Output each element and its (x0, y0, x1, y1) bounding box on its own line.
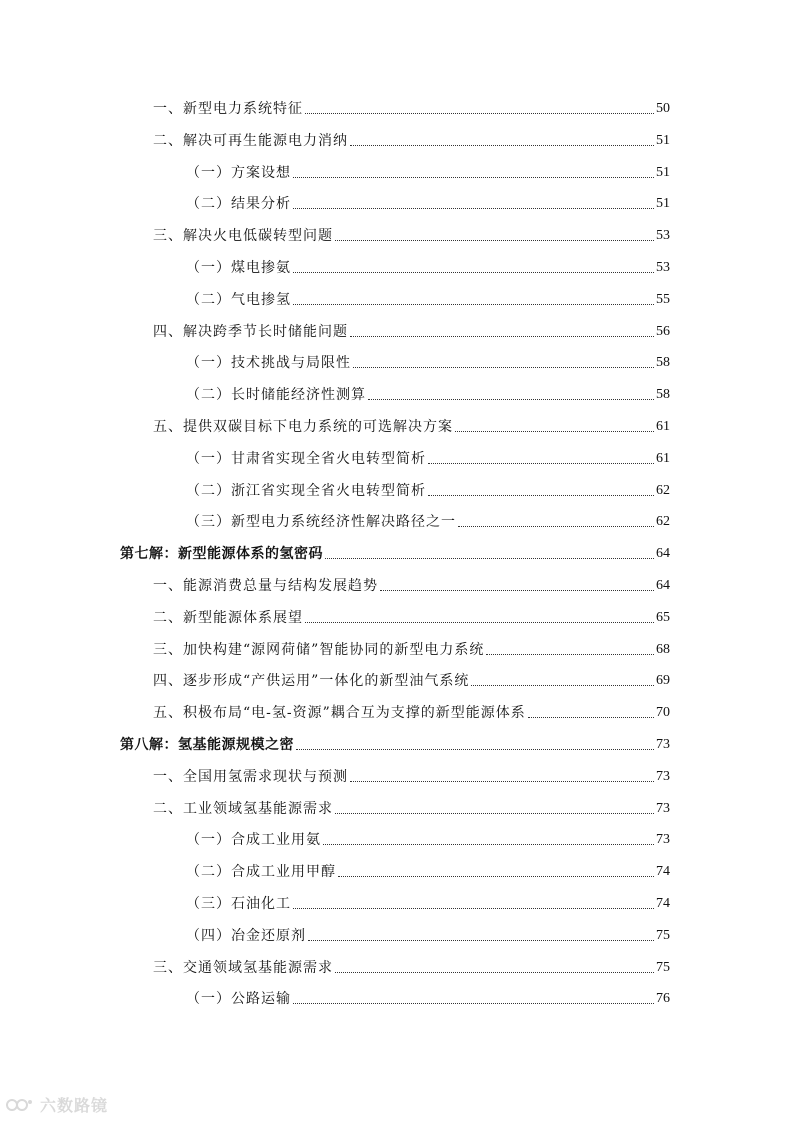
toc-entry-title: 三、加快构建“源网荷储”智能协同的新型电力系统 (153, 642, 485, 658)
toc-entry[interactable] (0, 319, 793, 341)
toc-entry-page: 69 (656, 673, 670, 688)
toc-entry-page: 55 (656, 292, 670, 307)
toc-entry-title: （一）方案设想 (186, 165, 291, 181)
toc-dot-leader (335, 240, 654, 241)
toc-dot-leader (293, 177, 654, 178)
toc-entry-page: 62 (656, 483, 670, 498)
toc-entry[interactable] (0, 255, 793, 277)
toc-entry-page: 51 (656, 196, 670, 211)
toc-entry-title: 一、全国用氢需求现状与预测 (153, 769, 348, 785)
toc-dot-leader (293, 908, 654, 909)
watermark-logo-icon (6, 1096, 34, 1114)
toc-entry-page: 50 (656, 101, 670, 116)
toc-entry[interactable] (0, 446, 793, 468)
toc-entry[interactable] (0, 478, 793, 500)
toc-entry-page: 51 (656, 133, 670, 148)
toc-dot-leader (335, 972, 654, 973)
toc-entry[interactable] (0, 191, 793, 213)
toc-entry-page: 75 (656, 960, 670, 975)
toc-entry-page: 62 (656, 514, 670, 529)
toc-entry-page: 58 (656, 355, 670, 370)
toc-entry-page: 76 (656, 991, 670, 1006)
toc-entry-title: 一、新型电力系统特征 (153, 101, 303, 117)
toc-entry-page: 73 (656, 832, 670, 847)
toc-dot-leader (305, 113, 654, 114)
toc-dot-leader (293, 272, 654, 273)
toc-entry[interactable] (0, 223, 793, 245)
toc-dot-leader (323, 844, 654, 845)
toc-dot-leader (335, 813, 654, 814)
toc-entry-page: 58 (656, 387, 670, 402)
toc-entry-page: 73 (656, 801, 670, 816)
toc-entry-page: 68 (656, 642, 670, 657)
toc-dot-leader (338, 876, 654, 877)
toc-entry-title: 三、交通领域氢基能源需求 (153, 960, 333, 976)
toc-entry[interactable] (0, 382, 793, 404)
toc-dot-leader (325, 558, 654, 559)
watermark (6, 1093, 108, 1116)
toc-entry[interactable] (0, 986, 793, 1008)
toc-chapter-entry[interactable] (0, 732, 793, 754)
toc-dot-leader (471, 685, 654, 686)
toc-dot-leader (350, 145, 654, 146)
toc-entry-title: （一）技术挑战与局限性 (186, 355, 351, 371)
toc-entry[interactable] (0, 287, 793, 309)
toc-entry[interactable] (0, 96, 793, 118)
toc-entry-page: 61 (656, 419, 670, 434)
toc-dot-leader (428, 495, 654, 496)
toc-entry-title: 五、提供双碳目标下电力系统的可选解决方案 (153, 419, 453, 435)
toc-dot-leader (458, 526, 654, 527)
toc-entry[interactable] (0, 414, 793, 436)
toc-dot-leader (528, 717, 654, 718)
toc-entry-title: 二、工业领域氢基能源需求 (153, 801, 333, 817)
toc-dot-leader (353, 367, 654, 368)
toc-entry-title: 二、解决可再生能源电力消纳 (153, 133, 348, 149)
toc-entry-page: 56 (656, 324, 670, 339)
toc-entry-title: 二、新型能源体系展望 (153, 610, 303, 626)
toc-entry-title: （二）结果分析 (186, 196, 291, 212)
toc-entry-page: 74 (656, 864, 670, 879)
toc-entry[interactable] (0, 955, 793, 977)
toc-entry[interactable] (0, 160, 793, 182)
toc-entry[interactable] (0, 827, 793, 849)
toc-entry-title: 三、解决火电低碳转型问题 (153, 228, 333, 244)
toc-entry[interactable] (0, 128, 793, 150)
toc-entry[interactable] (0, 891, 793, 913)
toc-entry[interactable] (0, 796, 793, 818)
toc-entry-page: 64 (656, 546, 670, 561)
toc-dot-leader (305, 622, 654, 623)
toc-entry-title: 一、能源消费总量与结构发展趋势 (153, 578, 378, 594)
toc-entry-page: 74 (656, 896, 670, 911)
toc-entry[interactable] (0, 350, 793, 372)
toc-entry-title: （四）冶金还原剂 (186, 928, 306, 944)
toc-entry-page: 73 (656, 769, 670, 784)
toc-entry[interactable] (0, 573, 793, 595)
toc-dot-leader (350, 336, 654, 337)
toc-entry[interactable] (0, 509, 793, 531)
toc-entry-page: 53 (656, 260, 670, 275)
toc-dot-leader (455, 431, 654, 432)
toc-entry[interactable] (0, 923, 793, 945)
toc-entry-title: （二）合成工业用甲醇 (186, 864, 336, 880)
toc-entry-title: （三）新型电力系统经济性解决路径之一 (186, 514, 456, 530)
toc-dot-leader (428, 463, 654, 464)
toc-entry-title: （一）甘肃省实现全省火电转型简析 (186, 451, 426, 467)
toc-entry[interactable] (0, 764, 793, 786)
toc-entry-page: 65 (656, 610, 670, 625)
toc-entry-page: 53 (656, 228, 670, 243)
toc-dot-leader (293, 304, 654, 305)
toc-entry-title: 第七解：新型能源体系的氢密码 (120, 546, 323, 562)
toc-dot-leader (308, 940, 654, 941)
toc-entry[interactable] (0, 605, 793, 627)
toc-entry-page: 64 (656, 578, 670, 593)
toc-dot-leader (368, 399, 654, 400)
toc-chapter-entry[interactable] (0, 541, 793, 563)
toc-entry-title: 四、逐步形成“产供运用”一体化的新型油气系统 (153, 673, 470, 689)
toc-dot-leader (350, 781, 654, 782)
toc-dot-leader (293, 208, 654, 209)
toc-entry-page: 61 (656, 451, 670, 466)
toc-entry-title: （二）长时储能经济性测算 (186, 387, 366, 403)
toc-entry-page: 75 (656, 928, 670, 943)
toc-entry-title: （一）公路运输 (186, 991, 291, 1007)
toc-entry-title: （一）合成工业用氨 (186, 832, 321, 848)
toc-entry[interactable] (0, 668, 793, 690)
toc-entry-title: （三）石油化工 (186, 896, 291, 912)
watermark-text: 六数路镜 (40, 1096, 109, 1115)
toc-entry-page: 73 (656, 737, 670, 752)
toc-entry-title: （二）浙江省实现全省火电转型简析 (186, 483, 426, 499)
toc-entry-title: 四、解决跨季节长时储能问题 (153, 324, 348, 340)
toc-entry-page: 51 (656, 165, 670, 180)
toc-entry[interactable] (0, 859, 793, 881)
toc-entry-title: （一）煤电掺氨 (186, 260, 291, 276)
toc-dot-leader (296, 749, 654, 750)
toc-entry-title: 第八解：氢基能源规模之密 (120, 737, 294, 753)
toc-entry[interactable] (0, 700, 793, 722)
toc-dot-leader (293, 1003, 654, 1004)
toc-entry[interactable] (0, 637, 793, 659)
toc-entry-page: 70 (656, 705, 670, 720)
toc-dot-leader (486, 654, 654, 655)
toc-dot-leader (380, 590, 654, 591)
toc-entry-title: 五、积极布局“电-氢-资源”耦合互为支撑的新型能源体系 (153, 705, 526, 721)
toc-entry-title: （二）气电掺氢 (186, 292, 291, 308)
